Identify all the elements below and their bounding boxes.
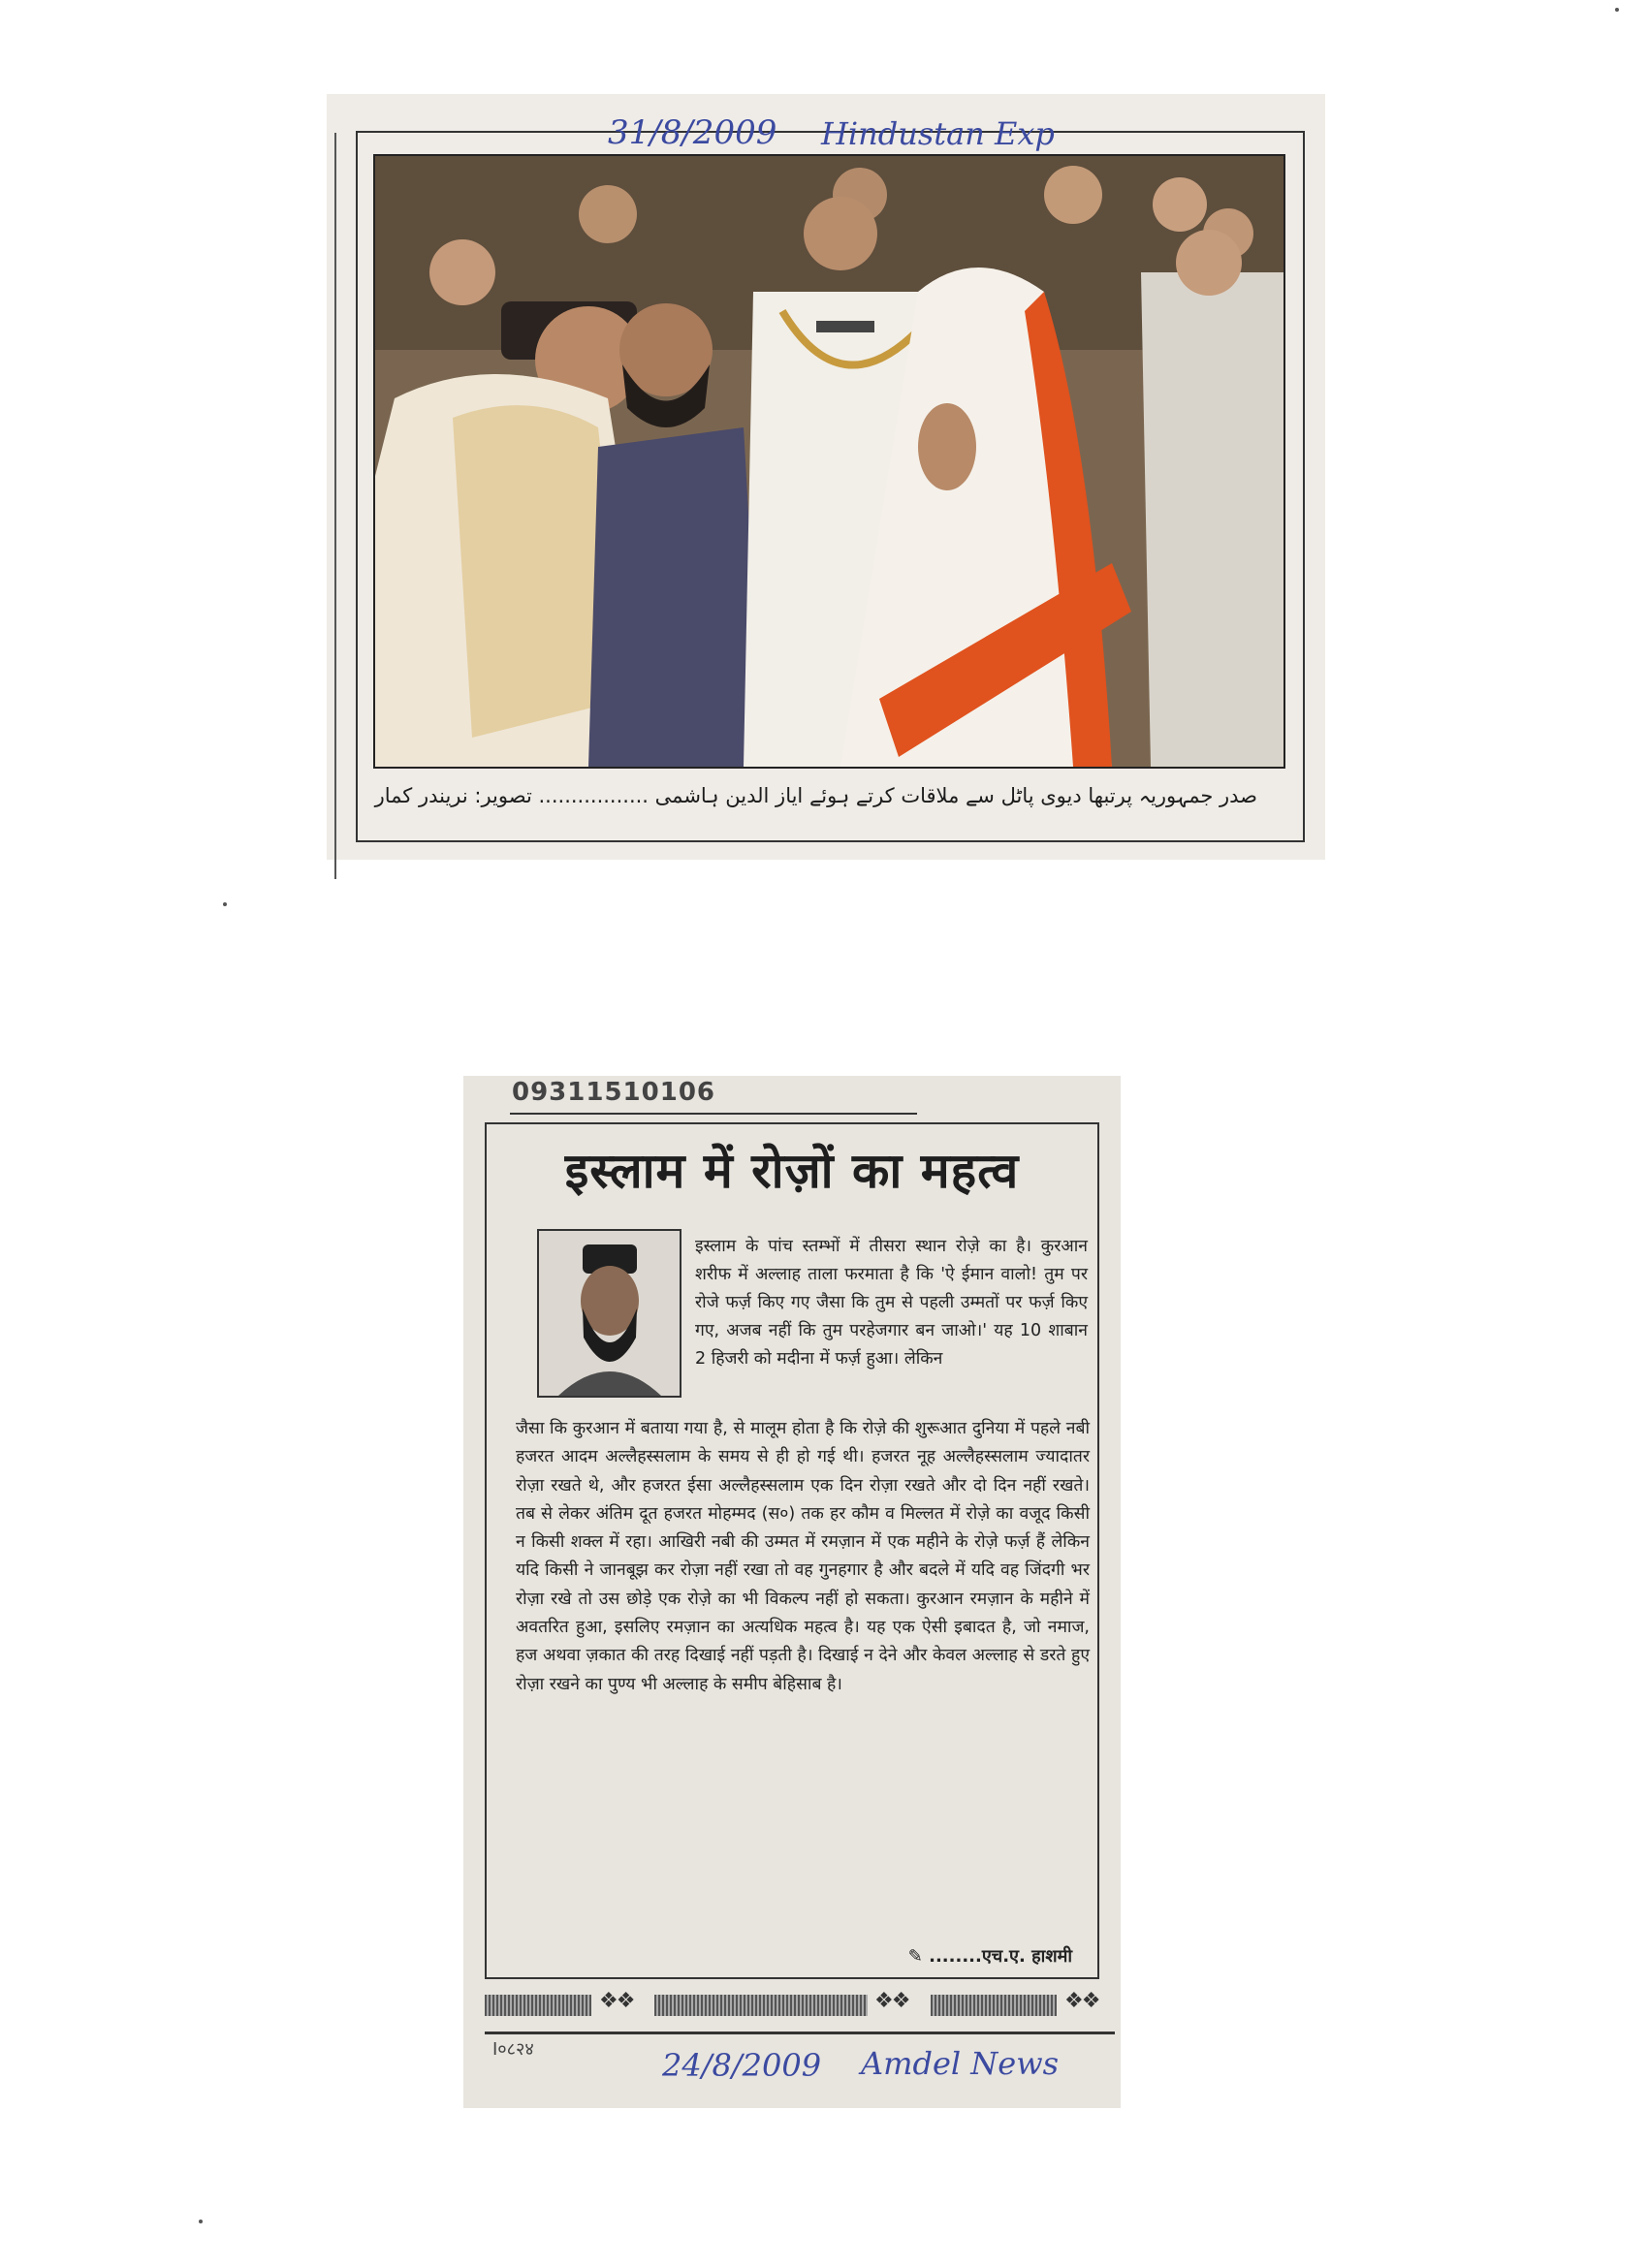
handwritten-source: Hindustan Exp [821, 115, 1055, 152]
column-rule [334, 133, 336, 879]
author-name: ........एच.ए. हाशमी [929, 1946, 1072, 1967]
photo-caption: صدر جمہوریہ پرتبھا دیوی پاٹل سے ملاقات کرتے ہوئے ایاز الدین ہاشمی [654, 784, 1257, 807]
footer-rule [485, 2032, 1115, 2034]
news-photo [373, 154, 1285, 769]
scan-speck [1615, 8, 1619, 12]
caption-leader: ................. [538, 784, 649, 807]
scan-speck [199, 2220, 203, 2223]
author-photo [539, 1231, 680, 1396]
decorative-bar [485, 1995, 591, 2016]
article-headline: इस्लाम में रोज़ों का महत्व [564, 1143, 1020, 1199]
diamond-ornament-icon: ❖❖ [874, 1989, 909, 2013]
clipping-code: 09311510106 [512, 1078, 715, 1107]
article-body: जैसा कि कुरआन में बताया गया है, से मालूम होता है कि रोज़े की शुरूआत दुनिया में पहले नबी हजरत आदम अल्लैहस्सलाम के समय से ही हो गई थी। हजरत नूह अल्लैहस्सलाम ज्यादातर रोज़ा रखते थे, और हजरत ईसा अल्लैहस्सलाम एक दिन रोज़ा रखते और दो दिन नहीं रखते। तब से लेकर अंतिम दूत हजरत मोहम्मद (स०) तक हर कौम व मिल्लत में रोज़े का वजूद किसी न किसी शक्ल में रहा। आखिरी नबी की उम्मत में रमज़ान में एक महीने के रोज़े फर्ज़ हैं लेकिन यदि किसी ने जानबूझ कर रोज़ा नहीं रखा तो वह गुनहगार है और बदले में यदि वह जिंदगी भर रोज़ा रखे तो उस छोड़े एक रोज़े का भी विकल्प नहीं हो सकता। कुरआन रमज़ान के महीने में अवतरित हुआ, इसलिए रमज़ान का अत्यधिक महत्व है। यह एक ऐसी इबादत है, जो नमाज, हज अथवा ज़कात की तरह दिखाई नहीं पड़ती है। दिखाई न देने और केवल अल्लाह से डरते हुए रोज़ा रखने का पुण्य भी अल्लाह के समीप बेहिसाब है। [516, 1419, 1090, 1694]
diamond-ornament-icon: ❖❖ [599, 1989, 634, 2013]
newspaper-clipping-top [327, 94, 1325, 860]
pen-icon: ✎ [907, 1946, 923, 1967]
footer-number: I०८२४ [492, 2039, 534, 2060]
decorative-border [485, 1987, 1115, 2020]
newspaper-clipping-bottom [463, 1076, 1121, 2108]
scan-speck [223, 902, 227, 906]
diamond-ornament-icon: ❖❖ [1064, 1989, 1099, 2013]
article-byline [908, 1944, 1072, 1968]
author-portrait [537, 1229, 681, 1398]
photo-credit: تصویر: نریندر کمار [374, 784, 532, 807]
handwritten-date: 24/8/2009 [662, 2047, 822, 2084]
article-box [485, 1122, 1099, 1979]
photo-caption-row [374, 784, 1257, 807]
decorative-bar [654, 1995, 868, 2016]
caption-rule [358, 840, 1298, 842]
handwritten-date: 31/8/2009 [608, 113, 777, 152]
decorative-bar [931, 1995, 1057, 2016]
article-intro: इस्लाम के पांच स्तम्भों में तीसरा स्थान रोज़े का है। कुरआन शरीफ में अल्लाह ताला फरमाता है कि 'ऐ ईमान वालो! तुम पर रोजे फर्ज़ किए गए जैसा कि तुम से पहली उम्मतों पर फर्ज़ किए गए, अजब नहीं कि तुम परहेजगार बन जाओ।' यह 10 शाबान 2 हिजरी को मदीना में फर्ज़ हुआ। लेकिन [695, 1237, 1088, 1369]
photo-illustration [375, 156, 1284, 767]
handwritten-source: Amdel News [861, 2045, 1060, 2082]
